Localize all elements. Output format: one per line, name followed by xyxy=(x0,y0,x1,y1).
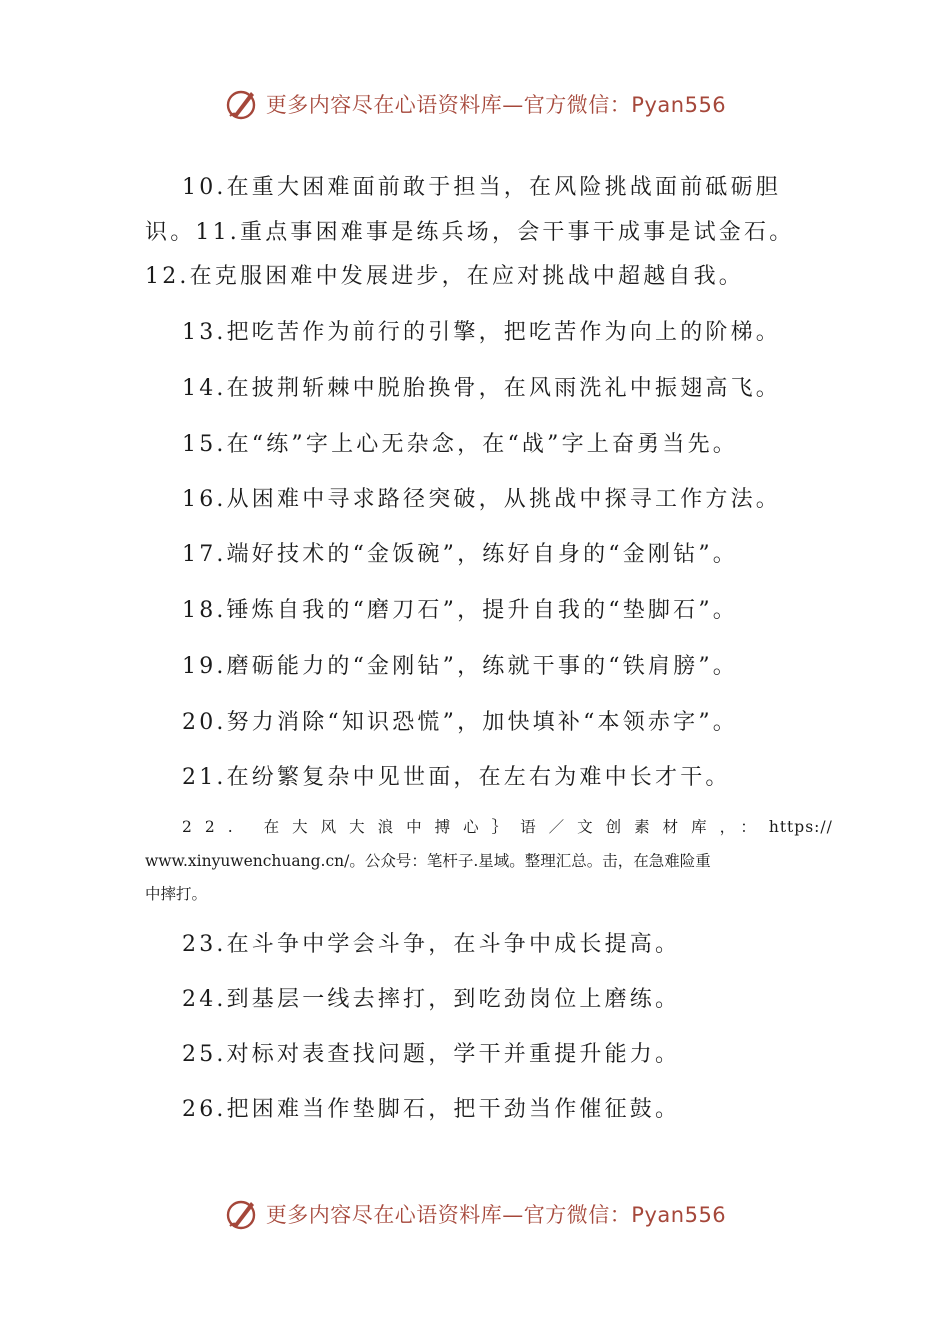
paragraph-20: 20.努力消除“知识恐慌”，加快填补“本领赤字”。 xyxy=(182,710,738,735)
paragraph-23: 23.在斗争中学会斗争，在斗争中成长提高。 xyxy=(182,932,681,957)
paragraph-18: 18.锤炼自我的“磨刀石”，提升自我的“垫脚石”。 xyxy=(182,598,738,623)
banner-text: 更多内容尽在心语资料库—官方微信：Pyan556 xyxy=(265,93,727,117)
paragraph-25: 25.对标对表查找问题，学干并重提升能力。 xyxy=(182,1042,681,1067)
paragraph-10: 10.在重大困难面前敢于担当，在风险挑战面前砥砺胆 xyxy=(182,175,781,200)
paragraph-13: 13.把吃苦作为前行的引擎，把吃苦作为向上的阶梯。 xyxy=(182,320,781,345)
banner-text: 更多内容尽在心语资料库—官方微信：Pyan556 xyxy=(265,1203,727,1227)
paragraph-14: 14.在披荆斩棘中脱胎换骨，在风雨洗礼中振翅高飞。 xyxy=(182,376,781,401)
paragraph-22-line1 xyxy=(0,815,950,837)
paragraph-10-cont: 识。11.重点事困难事是练兵场，会干事干成事是试金石。 xyxy=(145,220,795,245)
paragraph-22-text: 22. 在大风大浪中搏心｝语／文创素材库，： xyxy=(182,818,769,836)
paragraph-24: 24.到基层一线去摔打，到吃劲岗位上磨练。 xyxy=(182,987,681,1012)
paragraph-21: 21.在纷繁复杂中见世面，在左右为难中长才干。 xyxy=(182,765,731,790)
quill-logo-icon xyxy=(224,1196,260,1232)
paragraph-22-line2: www.xinyuwenchuang.cn/。公众号：笔杆子.星域。整理汇总。击，在急难险重 xyxy=(145,852,711,870)
paragraph-22-url: https:// xyxy=(768,818,833,836)
paragraph-16: 16.从困难中寻求路径突破，从挑战中探寻工作方法。 xyxy=(182,487,781,512)
quill-logo-icon xyxy=(224,86,260,122)
paragraph-22-line3: 中摔打。 xyxy=(145,885,208,903)
paragraph-17: 17.端好技术的“金饭碗”，练好自身的“金刚钻”。 xyxy=(182,542,738,567)
paragraph-26: 26.把困难当作垫脚石，把干劲当作催征鼓。 xyxy=(182,1097,681,1122)
paragraph-12: 12.在克服困难中发展进步，在应对挑战中超越自我。 xyxy=(145,264,744,289)
paragraph-19: 19.磨砺能力的“金刚钻”，练就干事的“铁肩膀”。 xyxy=(182,654,738,679)
footer-banner xyxy=(0,1194,950,1234)
paragraph-15: 15.在“练”字上心无杂念，在“战”字上奋勇当先。 xyxy=(182,432,738,457)
header-banner xyxy=(0,84,950,124)
